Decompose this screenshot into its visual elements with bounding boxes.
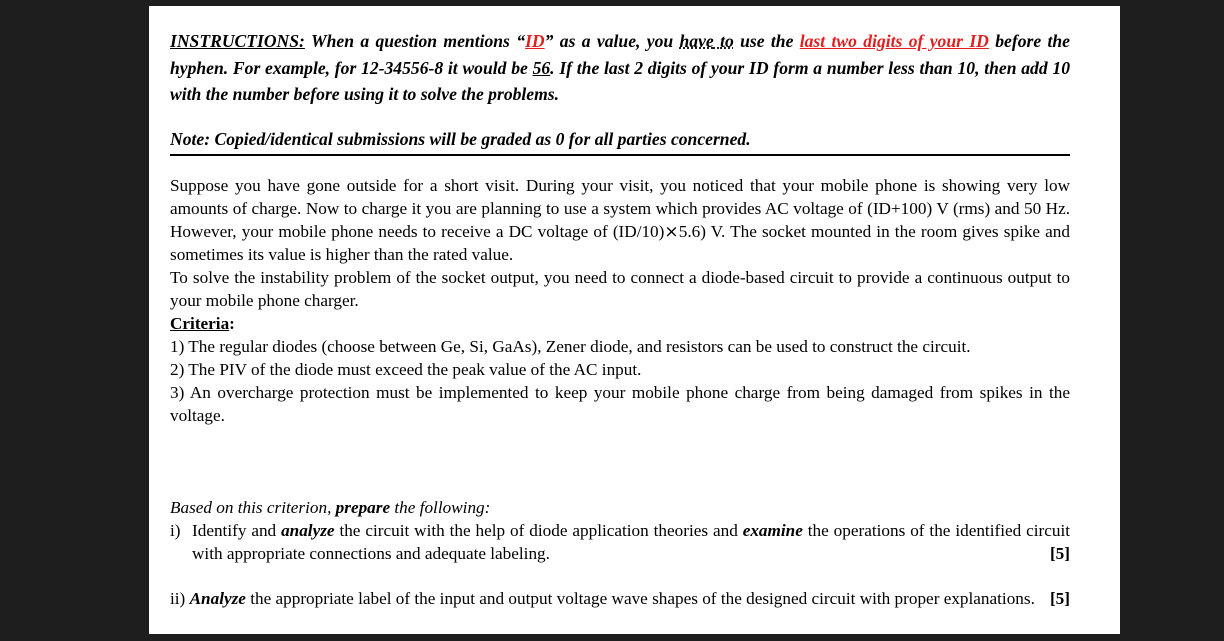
- task-item-1: i) Identify and analyze the circuit with the help of diode application theories and examine the operations of the identified circuit with appropriate connections and adequate labeling. [5]: [170, 521, 1071, 563]
- task-item-2: ii) Analyze the appropriate label of the input and output voltage wave shapes of the designed circuit with proper explanations. [5]: [170, 589, 1070, 608]
- instructions-label: INSTRUCTIONS:: [170, 31, 305, 51]
- note-line: Note: Copied/identical submissions will be graded as 0 for all parties concerned.: [170, 129, 751, 149]
- last-two-digits-highlight: last two digits of your ID: [799, 31, 989, 51]
- criteria-item-2: 2) The PIV of the diode must exceed the peak value of the AC input.: [170, 360, 642, 379]
- document-page: [149, 6, 1120, 634]
- example-value: 56: [532, 57, 551, 78]
- criteria-heading: Criteria:: [170, 314, 235, 333]
- tasks-lead: Based on this criterion, prepare the following:: [170, 498, 491, 517]
- section-divider: [170, 154, 1070, 156]
- tasks-section: [170, 496, 1070, 610]
- scenario-paragraph-1: Suppose you have gone outside for a short visit. During your visit, you noticed that your mobile phone is showing very low amounts of charge. Now to charge it you are planning to use a system which provides AC voltage of (ID+100) V (rms) and 50 Hz. However, your mobile phone needs to receive a DC voltage of (ID/10)⨯5.6) V. The socket mounted in the room gives spike and sometimes its value is higher than the rated value.: [170, 176, 1070, 264]
- instructions-paragraph: INSTRUCTIONS: When a question mentions “ID” as a value, you have to use the last two digits of your ID before the hyphen. For example, for 12-34556-8 it would be 56. If the last 2 digits of your ID form a number less than 10, then add 10 with the number before using it to solve the problems.: [170, 31, 1070, 104]
- problem-statement: [170, 174, 1070, 427]
- id-word: ID: [525, 31, 545, 51]
- scenario-paragraph-2: To solve the instability problem of the socket output, you need to connect a diode-based circuit to provide a continuous output to your mobile phone charger.: [170, 268, 1070, 310]
- criteria-item-1: 1) The regular diodes (choose between Ge, Si, GaAs), Zener diode, and resistors can be used to construct the circuit.: [170, 337, 971, 356]
- criteria-item-3: 3) An overcharge protection must be implemented to keep your mobile phone charge from being damaged from spikes in the voltage.: [170, 383, 1070, 425]
- task-1-marks: [5]: [1049, 544, 1070, 563]
- task-2-marks: [5]: [1049, 589, 1070, 608]
